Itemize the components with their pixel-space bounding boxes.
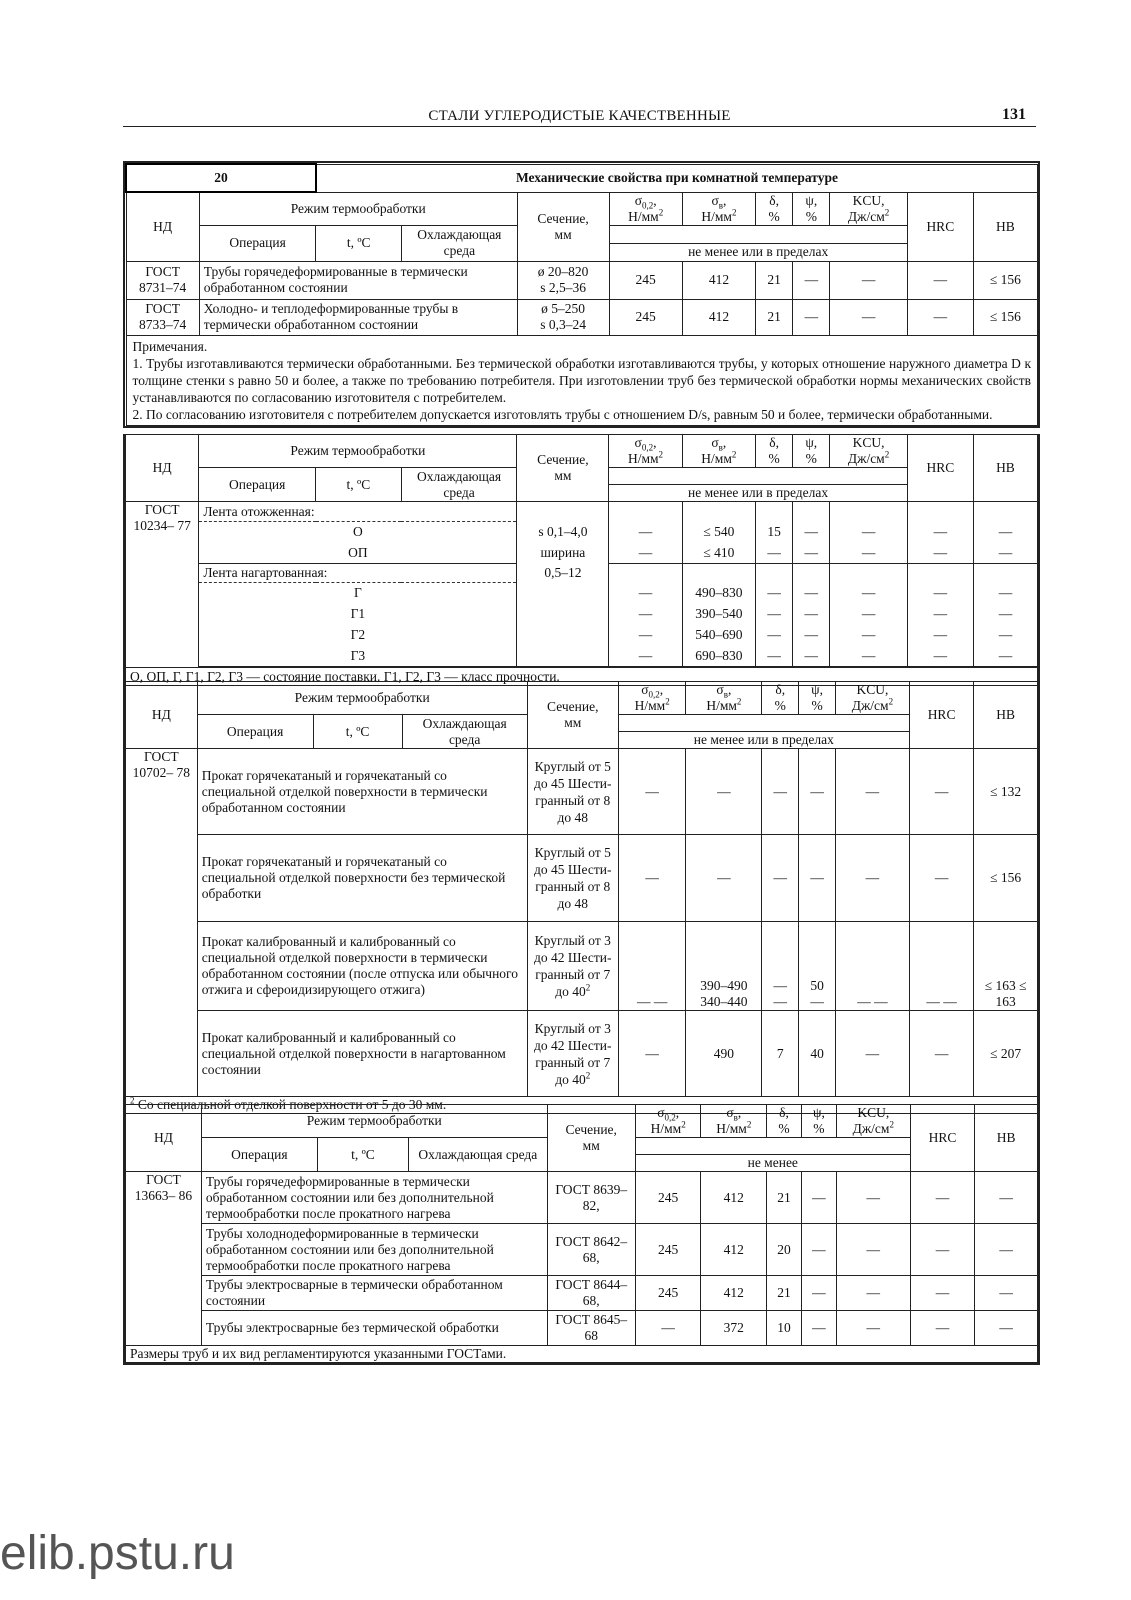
watermark: elib.pstu.ru — [0, 1527, 235, 1580]
col-s02: $\sigma_{0,2}$, $Н/мм^2$ — [609, 192, 682, 225]
table-row: Г3 — 690–830 — — — — — — [126, 646, 1038, 667]
col-psi: ψ, % — [793, 192, 830, 225]
block-gost-8731 — [123, 161, 1040, 428]
table-row: ГОСТ 10702– 78 Прокат горячекатаный и горячекатаный со специальной отделкой поверхности в термически обработанном состоянии Круглый от 5 до 45 Шести- гранный от 8 до 48 — — — — — — ≤ 132 — [126, 749, 1038, 835]
footnote-2: $^2$ Со специальной отделкой поверхности от 5 до 30 мм. — [126, 1097, 1038, 1114]
table-row: ОП ширина — ≤ 410 — — — — — — [126, 543, 1038, 564]
note-pipe-sizes: Размеры труб и их вид регламентируются указанными ГОСТами. — [126, 1346, 1038, 1363]
annealed-label: Лента отожженная: — [199, 502, 517, 522]
col-operation: Операция — [199, 225, 316, 261]
page-number: 131 — [1002, 106, 1026, 123]
block-gost-10702: НД Режим термообработки Сечение, мм $\sigma_{0,2}$, $Н/мм^2$ $\sigma_в$, $Н/мм^2$ δ, % ψ, % KCU, $Дж/см^2$ HRC HB Операция t, ºC Охлаждающая среда не менее или в пределах ГОСТ 10702– 78 Прокат горячекатаный и горячекатаный со специальной отделкой поверхности в термически обработанном состоянии Круглый от 5 до 45 Шести- гранный от 8 до 48 — — — — — — ≤ 132 Прокат горячекатаный и горячекатаный со специальной отделкой поверхности без термической обработки Круглый от 5 до 45 Шести- гранный от 8 до 48 — — — — — — ≤ 156 Прокат калиброванный и калиброванный со специальной отделкой поверхности в термически обработанном состоянии (после отпуска или обычного отжига и сфероидизирующего отжига) Круглый от 3 до 42 Шести- гранный от 7 до $40^2$ — — 390–490 340–440 — — 50 — — — — — ≤ 163 ≤ 163 Прокат калиброванный и калиброванный со специальной отделкой поверхности в нагартованном состоянии Круглый от 3 до 42 Шести- гранный от 7 до $40^2$ — 490 7 40 — — ≤ 207 $^2$ Со специальной отделкой поверхности от 5 до 30 мм. — [123, 681, 1040, 1114]
table-row: ГОСТ 13663– 86 Трубы горячедеформированные в термически обработанном состоянии или без дополнительной термообработки после прокатного нагрева ГОСТ 8639–82, 245 412 21 — — — — — [126, 1172, 1038, 1224]
table-row: Трубы холоднодеформированные в термически обработанном состоянии или без дополнительной термообработки после прокатного нагрева ГОСТ 8642–68, 245 412 20 — — — — — [126, 1224, 1038, 1276]
block-gost-10234: НД Режим термообработки Сечение, мм $\sigma_{0,2}$, $Н/мм^2$ $\sigma_в$, $Н/мм^2$ δ, % ψ, % KCU, $Дж/см^2$ HRC HB Операция t, ºC Охлаждающая среда не менее или в пределах ГОСТ 10234– 77 Лента отожженная: О s 0,1–4,0 — ≤ 540 15 — — — — ОП ширина — ≤ 410 — — — — — Лента нагартованная: 0,5–12 Г — 490–830 — — — — — Г1 — 390–540 — — — — — Г2 — 540–690 — — — — — Г3 — 690–830 — — — — — О, ОП, Г, Г1, Г2, Г3 — состояние поставки. Г1, Г2, Г3 — класс прочности. — [123, 434, 1040, 686]
table-row: Трубы электросварные в термически обработанном состоянии ГОСТ 8644–68, 245 412 21 — — — — — [126, 1276, 1038, 1311]
col-section: Сечение, мм — [517, 192, 609, 261]
col-delta: δ, % — [756, 192, 793, 225]
col-hb: HB — [973, 192, 1037, 261]
table-title: Механические свойства при комнатной температуре — [316, 164, 1038, 192]
table-row: Г2 — 540–690 — — — — — — [126, 625, 1038, 646]
col-temp: t, ºC — [316, 225, 402, 261]
col-nd: НД — [126, 192, 199, 261]
hardened-label: Лента нагартованная: — [199, 564, 517, 583]
table-row: Трубы электросварные без термической обработки ГОСТ 8645–68 — 372 10 — — — — — [126, 1311, 1038, 1346]
limits-label: не менее или в пределах — [609, 243, 907, 261]
table-row: Прокат калиброванный и калиброванный со специальной отделкой поверхности в нагартованном состоянии Круглый от 3 до 42 Шести- гранный от 7 до $40^2$ — 490 7 40 — — ≤ 207 — [126, 1011, 1038, 1097]
table-row: Г — 490–830 — — — — — — [126, 583, 1038, 604]
col-regime: Режим термообработки — [199, 192, 517, 225]
table-row: О s 0,1–4,0 — ≤ 540 15 — — — — — [126, 522, 1038, 543]
note-delivery-state: О, ОП, Г, Г1, Г2, Г3 — состояние поставки. Г1, Г2, Г3 — класс прочности. — [126, 668, 1038, 686]
notes-row: Примечания. 1. Трубы изготавливаются термически обработанными. Без термической обработки изготавливаются трубы, у которых отношение наружного диаметра D к толщине стенки s равно 50 и более, а также по требованию потребителя. При изготовлении труб без термической обработки нормы механических свойств устанавливаются по согласованию изготовителя с потребителем. 2. По согласованию изготовителя с потребителем допускается изготовлять трубы с отношением D/s, равным 50 и более, термически обработанными. — [126, 335, 1038, 425]
col-sv: $\sigma_в$, $Н/мм^2$ — [682, 192, 755, 225]
page-header — [123, 106, 1036, 127]
table-row: ГОСТ 8731–74 Трубы горячедеформированные в термически обработанном состоянии ø 20–820 s 2,5–36 245 412 21 — — — ≤ 156 — [126, 261, 1038, 299]
table-row: Г1 — 390–540 — — — — — — [126, 604, 1038, 625]
col-hrc: HRC — [907, 192, 973, 261]
table-row: Прокат горячекатаный и горячекатаный со специальной отделкой поверхности без термической обработки Круглый от 5 до 45 Шести- гранный от 8 до 48 — — — — — — ≤ 156 — [126, 835, 1038, 922]
running-title: СТАЛИ УГЛЕРОДИСТЫЕ КАЧЕСТВЕННЫЕ — [428, 108, 731, 124]
table-row: Прокат калиброванный и калиброванный со специальной отделкой поверхности в термически обработанном состоянии (после отпуска или обычного отжига и сфероидизирующего отжига) Круглый от 3 до 42 Шести- гранный от 7 до $40^2$ — — 390–490 340–440 — — 50 — — — — — ≤ 163 ≤ 163 — [126, 922, 1038, 1011]
col-medium: Охлаждающая среда — [402, 225, 518, 261]
steel-grade: 20 — [126, 164, 316, 192]
col-kcu: KCU, $Дж/см^2$ — [830, 192, 907, 225]
table-row: ГОСТ 8733–74 Холодно- и теплодеформированные трубы в термически обработанном состоянии ø 5–250 s 0,3–24 245 412 21 — — — ≤ 156 — [126, 299, 1038, 335]
block-gost-13663: НД Режим термообработки Сечение, мм $\sigma_{0,2}$, $Н/мм^2$ $\sigma_в$, $Н/мм^2$ δ, % ψ, % KCU, $Дж/см^2$ HRC HB Операция t, ºC Охлаждающая среда не менее ГОСТ 13663– 86 Трубы горячедеформированные в термически обработанном состоянии или без дополнительной термообработки после прокатного нагрева ГОСТ 8639–82, 245 412 21 — — — — Трубы холоднодеформированные в термически обработанном состоянии или без дополнительной термообработки после прокатного нагрева ГОСТ 8642–68, 245 412 20 — — — — Трубы электросварные в термически обработанном состоянии ГОСТ 8644–68, 245 412 21 — — — — Трубы электросварные без термической обработки ГОСТ 8645–68 — 372 10 — — — — Размеры труб и их вид регламентируются указанными ГОСТами. — [123, 1104, 1040, 1365]
nd-gost-10234: ГОСТ 10234– 77 — [126, 502, 199, 668]
